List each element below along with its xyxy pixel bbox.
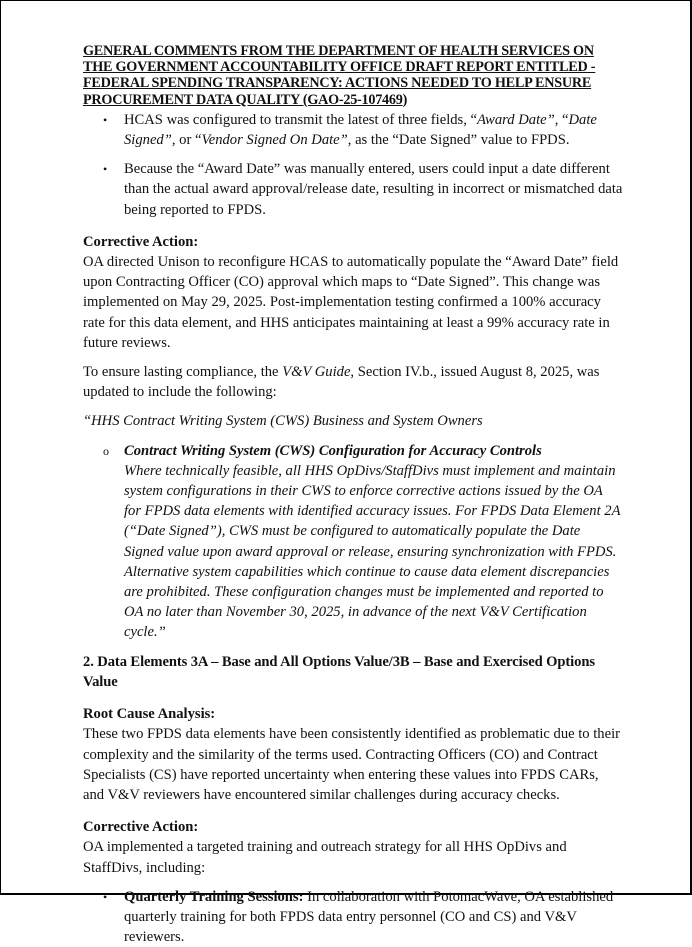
corrective-action-body: OA directed Unison to reconfigure HCAS to automatically populate the “Award Date” field upon Contracting Officer (CO) approval which maps to “Date Signed”. This change was implemented on May 29, 2025. Post-implementation testing confirmed a 100% accuracy rate for this data element, and HHS anticipates maintaining at least a 99% accuracy rate in future reviews. xyxy=(83,254,619,351)
bullet-icon: • xyxy=(103,162,108,177)
document-content xyxy=(83,43,623,947)
corrective-action-2-body: OA implemented a targeted training and outreach strategy for all HHS OpDivs and StaffDivs, including: xyxy=(83,839,567,876)
root-cause-body: These two FPDS data elements have been consistently identified as problematic due to their complexity and the similarity of the terms used. Contracting Officers (CO) and Contract Specialists (CS) have reported uncertainty when entering these values into FPDS CARs, and V&V reviewers have encountered similar challenges during accuracy checks. xyxy=(83,726,620,803)
compliance-paragraph: To ensure lasting compliance, the V&V Guide, Section IV.b., issued August 8, 2025, was updated to include the following: xyxy=(83,364,600,401)
bullet-icon: • xyxy=(103,112,108,127)
sub-bullet-title: Contract Writing System (CWS) Configuration for Accuracy Controls xyxy=(124,442,542,459)
corrective-action-2-heading: Corrective Action: xyxy=(83,819,199,836)
section-2-heading: 2. Data Elements 3A – Base and All Options Value/3B – Base and Exercised Options Value xyxy=(83,653,595,690)
document-title: GENERAL COMMENTS FROM THE DEPARTMENT OF HEALTH SERVICES ON THE GOVERNMENT ACCOUNTABILITY OFFICE DRAFT REPORT ENTITLED - FEDERAL SPENDING TRANSPARENCY: ACTIONS NEEDED TO HELP ENSURE PROCUREMENT DATA QUALITY (GAO-25-107469) xyxy=(83,43,596,108)
top-bullet-list xyxy=(83,110,623,220)
list-item: • HCAS was configured to transmit the latest of three fields, “Award Date”, “Date Signed”, or “Vendor Signed On Date”, as the “Date Signed” value to FPDS. xyxy=(103,111,597,149)
root-cause-heading: Root Cause Analysis: xyxy=(83,706,216,723)
list-item: • Quarterly Training Sessions: In collaboration with PotomacWave, OA established quarterly training for both FPDS data entry personnel (CO and CS) and V&V reviewers. xyxy=(103,888,614,946)
bullet-label: Quarterly Training Sessions: xyxy=(124,888,304,905)
hollow-bullet-icon: o xyxy=(103,443,109,458)
sub-bullet-item xyxy=(83,441,623,643)
corrective-action-heading: Corrective Action: xyxy=(83,233,199,250)
list-item: • Because the “Award Date” was manually entered, users could input a date different than the actual award approval/release date, resulting in incorrect or mismatched data being reported to FPDS. xyxy=(103,161,623,218)
quote-heading: “HHS Contract Writing System (CWS) Business and System Owners xyxy=(83,413,483,430)
sub-bullet-body: Where technically feasible, all HHS OpDivs/StaffDivs must implement and maintain system configurations in their CWS to enforce corrective actions issued by the OA for FPDS data elements with identified accuracy issues. For FPDS Data Element 2A (“Date Signed”), CWS must be configured to automatically populate the Date Signed value upon award approval or release, ensuring synchronization with FPDS. Alternative system capabilities which continue to cause data element discrepancies are prohibited. These configuration changes must be implemented and reported to OA no later than November 30, 2025, in advance of the next V&V Certification cycle.” xyxy=(124,462,621,641)
vv-guide-reference: V&V Guide xyxy=(282,364,351,381)
training-bullet-list xyxy=(83,887,623,947)
bullet-icon: • xyxy=(103,889,108,904)
